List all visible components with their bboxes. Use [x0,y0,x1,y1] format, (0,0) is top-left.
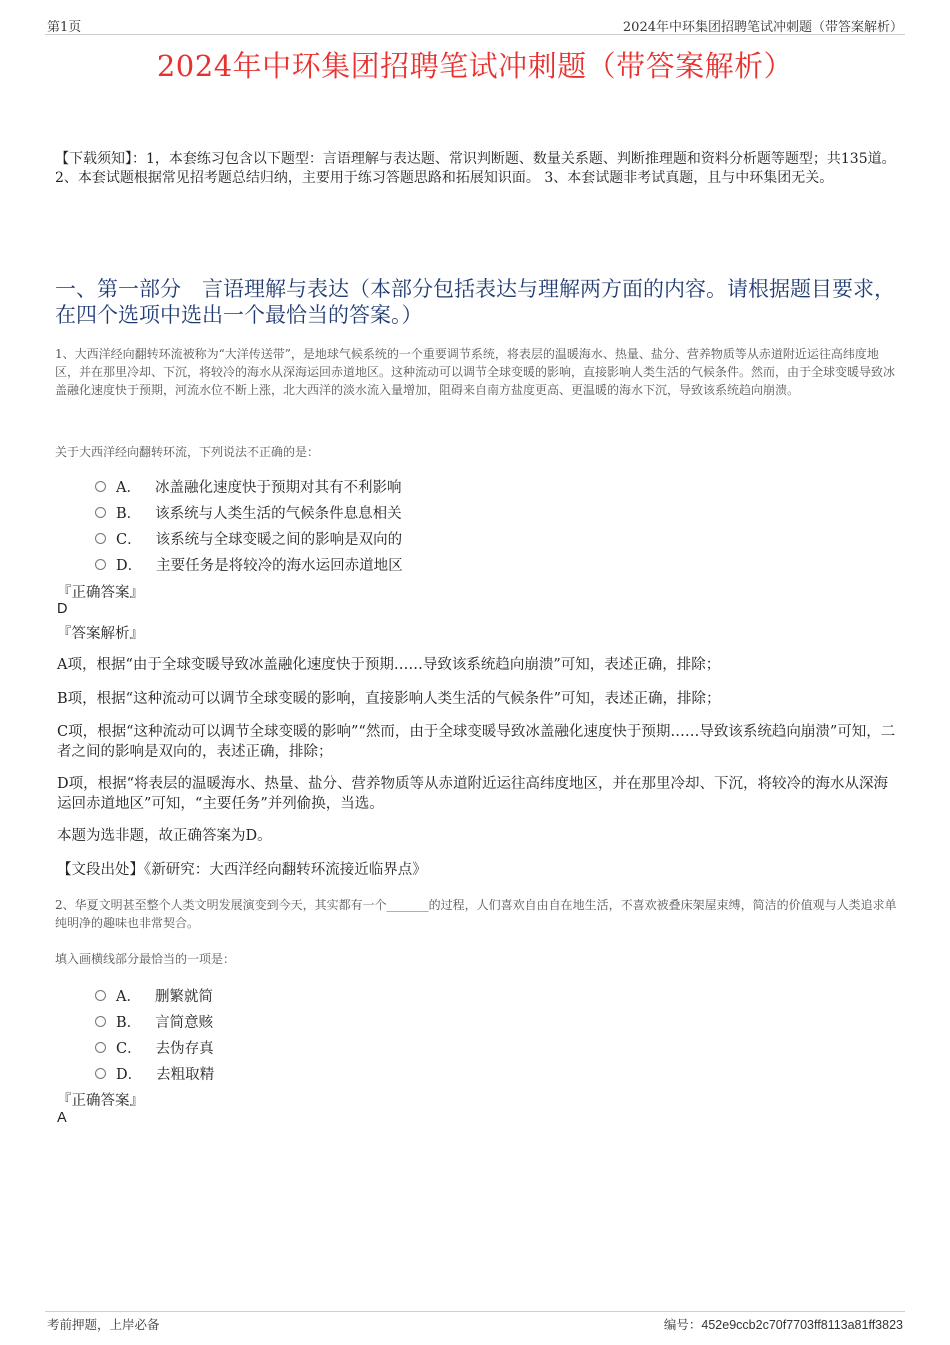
question-1-option-a[interactable]: A． 冰盖融化速度快于预期对其有不利影响 [95,476,401,497]
question-1-option-d[interactable]: D． 主要任务是将较冷的海水运回赤道地区 [95,554,403,575]
question-1-option-c[interactable]: C． 该系统与全球变暖之间的影响是双向的 [95,528,402,549]
radio-button[interactable] [95,507,106,518]
question-2-option-b[interactable]: B． 言简意赅 [95,1011,213,1032]
correct-answer: D [57,601,68,617]
analysis-option-d: D项，根据“将表层的温暖海水、热量、盐分、营养物质等从赤道附近运往高纬度地区，并在那里冷却、下沉，将较冷的海水从深海运回赤道地区”可知，“主要任务”并列偷换，当选。 [57,776,889,812]
section-heading: 一、第一部分 言语理解与表达（本部分包括表达与理解两方面的内容。请根据题目要求，在四个选项中选出一个最恰当的答案。） [55,277,895,327]
document-code [664,1315,903,1333]
radio-button[interactable] [95,481,106,492]
page-number: 第1页 [47,20,82,35]
analysis-option-b: B项，根据“这种流动可以调节全球变暖的影响，直接影响人类生活的气候条件”可知，表述正确，排除； [57,691,721,707]
question-1-passage: 1、大西洋经向翻转环流被称为“大洋传送带”，是地球气候系统的一个重要调节系统，将表层的温暖海水、热量、盐分、营养物质等从赤道附近运往高纬度地区，并在那里冷却、下沉，将较冷的海水从深海运回赤道地区。这种流动可以调节全球变暖的影响，直接影响人类生活的气候条件。然而，由于全球变暖导致冰盖融化速度快于预期，河流水位不断上涨，北大西洋的淡水流入量增加，阻碍来自南方盐度更高、更温暖的海水下沉，导致该系统趋向崩溃。 [55,347,896,397]
passage-source: 【文段出处】《新研究：大西洋经向翻转环流接近临界点》 [57,862,427,878]
document-code-value: 452e9ccb2c70f7703ff8113a81ff3823 [701,1318,903,1332]
analysis-option-c: C项，根据“这种流动可以调节全球变暖的影响”“然而，由于全球变暖导致冰盖融化速度快于预期……导致该系统趋向崩溃”可知，二者之间的影响是双向的，表述正确，排除； [57,724,896,760]
correct-answer-label: 『正确答案』 [57,585,144,601]
correct-answer: A [57,1110,67,1126]
document-code-label: 编号： [663,1317,702,1332]
question-2-option-d[interactable]: D． 去粗取精 [95,1063,214,1084]
question-2-prompt: 填入画横线部分最恰当的一项是： [55,952,236,966]
question-2-option-c[interactable]: C． 去伪存真 [95,1037,214,1058]
download-notice: 【下载须知】：1，本套练习包含以下题型：言语理解与表达题、常识判断题、数量关系题、判断推理题和资料分析题等题型；共135道。 2、本套试题根据常见招考题总结归纳，主要用于练习答题思路和拓展知识面。 3、本套试题非考试真题，且与中环集团无关。 [55,151,896,186]
analysis-option-a: A项，根据“由于全球变暖导致冰盖融化速度快于预期……导致该系统趋向崩溃”可知，表述正确，排除； [57,657,721,673]
analysis-conclusion: 本题为选非题，故正确答案为D。 [57,828,272,844]
question-2-passage: 2、华夏文明甚至整个人类文明发展演变到今天，其实都有一个_______的过程，人们喜欢自由自在地生活，不喜欢被叠床架屋束缚，简洁的价值观与人类追求单纯明净的趣味也非常契合。 [55,898,897,930]
radio-button[interactable] [95,1042,106,1053]
answer-analysis-label: 『答案解析』 [57,626,144,642]
radio-button[interactable] [95,533,106,544]
radio-button[interactable] [95,1016,106,1027]
footer-slogan: 考前押题，上岸必备 [47,1317,160,1332]
page-footer [45,1311,905,1334]
correct-answer-label: 『正确答案』 [57,1093,144,1109]
header-doc-title: 2024年中环集团招聘笔试冲刺题（带答案解析） [622,20,903,35]
radio-button[interactable] [95,1068,106,1079]
question-1-option-b[interactable]: B． 该系统与人类生活的气候条件息息相关 [95,502,402,523]
question-2-option-a[interactable]: A． 删繁就简 [95,985,213,1006]
radio-button[interactable] [95,990,106,1001]
radio-button[interactable] [95,559,106,570]
question-1-prompt: 关于大西洋经向翻转环流，下列说法不正确的是： [55,445,320,459]
page-header [45,14,905,35]
document-title: 2024年中环集团招聘笔试冲刺题（带答案解析） [156,49,794,83]
